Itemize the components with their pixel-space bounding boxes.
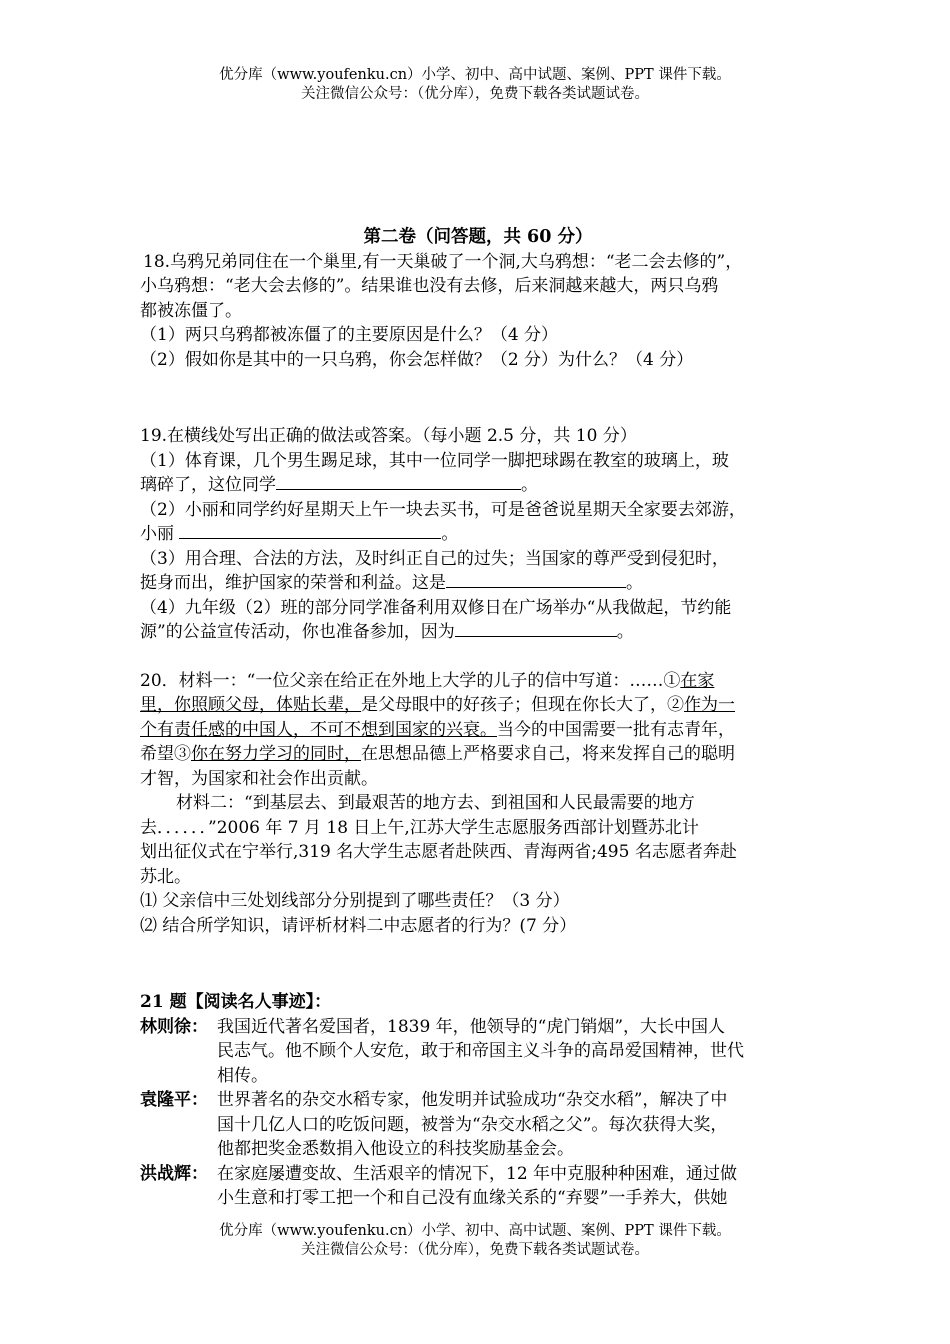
q19-item-1-line-1: （1）体育课，几个男生踢足球，其中一位同学一脚把球踢在教室的玻璃上，玻: [140, 450, 729, 471]
page-header: [0, 66, 950, 104]
q19-item-3-line-2: 挺身而出，维护国家的荣誉和利益。这是 。: [140, 573, 643, 593]
page-footer: [0, 1222, 950, 1260]
q20-sub-2: ⑵ 结合所学知识，请评析材料二中志愿者的行为？(7 分）: [140, 915, 577, 936]
figure-name: 袁隆平：: [140, 1090, 208, 1110]
header-line-1: 优分库（www.youfenku.cn）小学、初中、高中试题、案例、PPT 课件下载。: [219, 67, 731, 83]
figure-text-line: 相传。: [217, 1065, 268, 1086]
q19-heading: 19.在横线处写出正确的做法或答案。（每小题 2.5 分，共 10 分）: [140, 426, 637, 446]
q18-line-3: 都被冻僵了。: [140, 300, 242, 321]
q20-material-2-line-2: 去．．．．．．”2006 年 7 月 18 日上午,江苏大学生志愿服务西部计划暨苏北计: [140, 817, 699, 838]
q19-item-1-line-2: 璃碎了，这位同学 。: [140, 475, 538, 495]
underlined-phrase-2: 作为一: [684, 695, 735, 715]
q20-material-2-line-3: 划出征仪式在宁举行,319 名大学生志愿者赴陕西、青海两省;495 名志愿者奔赴: [140, 842, 737, 862]
section-title: 第二卷（问答题，共 60 分）: [363, 227, 593, 247]
q19-item-2-line-2: 小丽 。: [140, 524, 459, 544]
question-20: [140, 669, 816, 939]
figure-name: 林则徐：: [140, 1016, 208, 1037]
q18-line-1: 18.乌鸦兄弟同住在一个巢里,有一天巢破了一个洞,大乌鸦想：“老二会去修的”，: [143, 251, 743, 272]
figure-text-line: 他都把奖金悉数捐入他设立的科技奖励基金会。: [217, 1139, 574, 1159]
figure-text-line: 我国近代著名爱国者，1839 年，他领导的“虎门销烟”，大长中国人: [217, 1016, 726, 1037]
q20-line-1: 20．材料一：“一位父亲在给正在外地上大学的儿子的信中写道：……①在家: [140, 670, 715, 691]
underlined-phrase-1: 在家: [680, 670, 715, 691]
figure-hong-zhanhui: [140, 1162, 816, 1211]
exam-content: [140, 225, 816, 1211]
answer-blank-2[interactable]: [179, 522, 441, 539]
question-19: [140, 424, 816, 645]
figure-text-line: 小生意和打零工把一个和自己没有血缘关系的“弃婴”一手养大，供她: [217, 1188, 728, 1208]
q19-item-2-line-1: （2）小丽和同学约好星期天上午一块去买书，可是爸爸说星期天全家要去郊游，: [140, 499, 746, 520]
q18-line-2: 小乌鸦想：“老大会去修的”。结果谁也没有去修，后来洞越来越大，两只乌鸦: [140, 276, 719, 296]
figure-text-line: 在家庭屡遭变故、生活艰辛的情况下，12 年中克服种种困难，通过做: [217, 1163, 738, 1184]
footer-line-2: 关注微信公众号：（优分库），免费下载各类试题试卷。: [301, 1242, 649, 1258]
figure-yuan-longping: [140, 1088, 816, 1162]
q20-line-5: 才智，为国家和社会作出贡献。: [140, 768, 378, 789]
q18-sub-2: （2）假如你是其中的一只乌鸦，你会怎样做？（2 分）为什么？（4 分）: [140, 349, 694, 370]
answer-blank-3[interactable]: [446, 571, 626, 588]
figure-text-line: 国十几亿人口的吃饭问题，被誉为“杂交水稻之父”。每次获得大奖，: [217, 1114, 728, 1135]
q20-line-3: 个有责任感的中国人，不可不想到国家的兴衰。当今的中国需要一批有志青年，: [140, 719, 735, 740]
underlined-phrase-1b: 里，你照顾父母，体贴长辈，: [140, 695, 361, 715]
underlined-phrase-2b: 个有责任感的中国人，不可不想到国家的兴衰。: [140, 719, 497, 740]
q18-sub-1: （1）两只乌鸦都被冻僵了的主要原因是什么？（4 分）: [140, 325, 559, 345]
q19-item-3-line-1: （3）用合理、合法的方法，及时纠正自己的过失；当国家的尊严受到侵犯时，: [140, 548, 729, 569]
q19-item-4-line-2: 源”的公益宣传活动，你也准备参加，因为 。: [140, 622, 634, 642]
footer-line-1: 优分库（www.youfenku.cn）小学、初中、高中试题、案例、PPT 课件下载。: [219, 1223, 731, 1239]
q20-sub-1: ⑴ 父亲信中三处划线部分分别提到了哪些责任？（3 分）: [140, 891, 570, 911]
q21-heading: 21 题【阅读名人事迹】：: [140, 992, 332, 1012]
answer-blank-4[interactable]: [455, 620, 617, 637]
figure-text-line: 世界著名的杂交水稻专家，他发明并试验成功“杂交水稻”，解决了中: [217, 1090, 728, 1110]
underlined-phrase-3: 你在努力学习的同时，: [191, 744, 361, 764]
figure-text-line: 民志气。他不顾个人安危，敢于和帝国主义斗争的高昂爱国精神，世代: [217, 1041, 744, 1061]
q20-line-4: 希望③你在努力学习的同时，在思想品德上严格要求自己，将来发挥自己的聪明: [140, 744, 735, 764]
figure-lin-zexu: [140, 1015, 816, 1089]
q19-item-4-line-1: （4）九年级（2）班的部分同学准备利用双修日在广场举办“从我做起，节约能: [140, 597, 732, 618]
question-18: [140, 250, 816, 373]
figure-name: 洪战辉：: [140, 1163, 208, 1184]
answer-blank-1[interactable]: [276, 473, 521, 490]
header-line-2: 关注微信公众号：（优分库），免费下载各类试题试卷。: [301, 86, 649, 102]
q20-line-2: 里，你照顾父母，体贴长辈，是父母眼中的好孩子；但现在你长大了，②作为一: [140, 695, 735, 715]
q20-material-2-line-1: 材料二：“到基层去、到最艰苦的地方去、到祖国和人民最需要的地方: [176, 793, 695, 813]
question-21: [140, 990, 816, 1211]
q20-material-2-line-4: 苏北。: [140, 866, 191, 887]
